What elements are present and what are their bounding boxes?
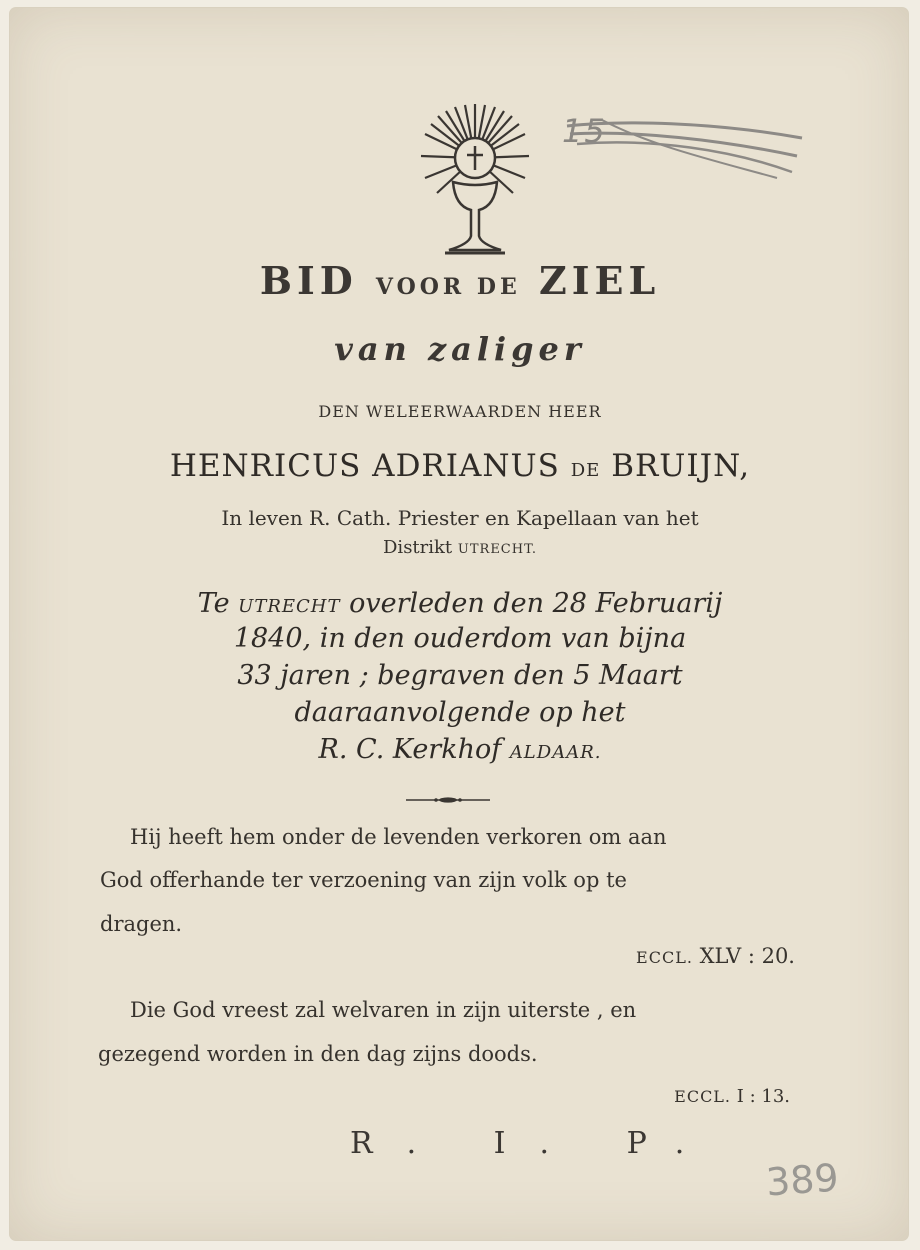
quote2-line-2: gezegend worden in den dag zijns doods. [98,1042,538,1066]
pencil-catalog-number: 389 [764,1155,840,1205]
role-district: Distrikt [383,537,453,558]
name-particle: DE [570,460,601,481]
death-date: overleden den 28 Februarij [349,588,723,619]
death-line-4: daaraanvolgende op het [294,697,626,728]
honorific: DEN WELEERWAARDEN HEER [318,402,602,421]
ref2-verse: I : 13. [736,1086,790,1107]
quote1-line-1: Hij heeft hem onder de levenden verkoren om aan [130,825,667,849]
quote1-reference [636,944,795,968]
death-line-2: 1840, in den ouderdom van bijna [233,623,687,654]
rip-text: R. I. P. [350,1126,719,1161]
death-city: UTRECHT [238,596,341,617]
death-line-5 [0,734,920,765]
role-line-2 [0,537,920,558]
role-city: UTRECHT. [457,542,537,557]
death-line-3: 33 jaren ; begraven den 5 Maart [237,660,683,691]
name-first: HENRICUS ADRIANUS [169,448,560,484]
quote1-line-2: God offerhande ter verzoening van zijn volk op te [100,868,627,892]
burial-place: R. C. Kerkhof [318,734,502,765]
burial-aldaar: ALDAAR. [509,742,602,763]
subtitle: van zaliger [334,330,586,368]
ref1-book: ECCL. [636,948,693,967]
ref2-book: ECCL. [674,1087,732,1106]
role-line-1: In leven R. Cath. Priester en Kapellaan van het [221,506,699,530]
monstrance-icon [415,98,535,263]
name-last: BRUIJN, [611,448,751,484]
card-title [0,258,920,303]
quote1-line-3: dragen. [100,912,183,936]
death-te: Te [197,588,230,619]
ornament-divider [406,797,490,803]
title-word-bid: BID [259,258,358,303]
death-line-1 [0,588,920,619]
ref1-verse: XLV : 20. [699,944,795,968]
deceased-name [0,448,920,484]
title-word-voor-de: VOOR DE [375,274,521,300]
pencil-note: 15 [562,112,607,150]
quote2-line-1: Die God vreest zal welvaren in zijn uiterste , en [130,998,637,1022]
title-word-ziel: ZIEL [538,258,661,303]
crossed-out-pencil-mark [562,100,812,190]
quote2-reference [674,1086,790,1107]
